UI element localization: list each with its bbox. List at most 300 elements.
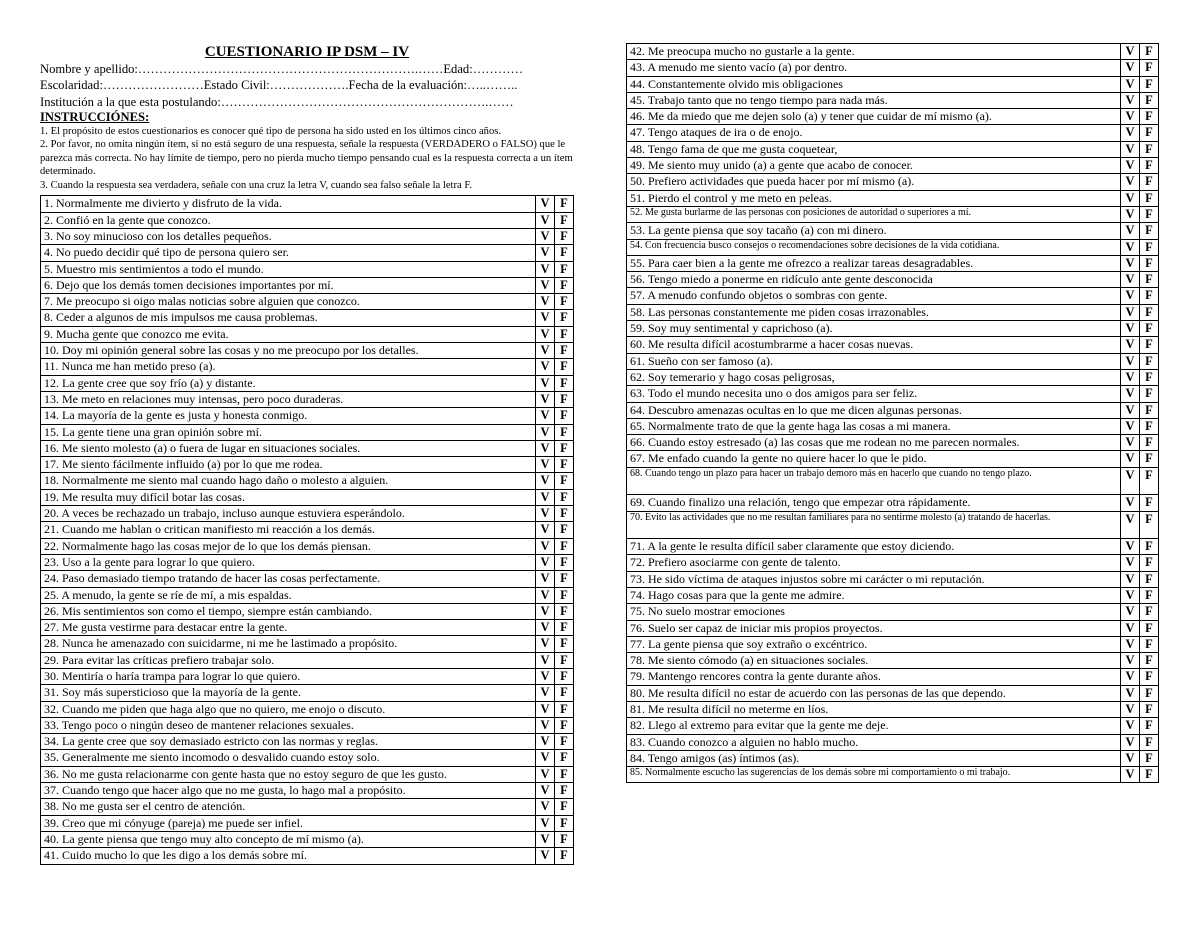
question-row (627, 239, 1159, 255)
question-text: 44. Constantemente olvido mis obligaciones (627, 76, 1121, 92)
false-option[interactable]: F (555, 783, 574, 799)
false-option[interactable]: F (1140, 718, 1159, 734)
false-option[interactable]: F (555, 457, 574, 473)
question-row (627, 718, 1159, 734)
left-column (40, 43, 574, 865)
true-option[interactable]: V (536, 620, 555, 636)
true-option[interactable]: V (536, 375, 555, 391)
false-option[interactable]: F (1140, 653, 1159, 669)
false-option[interactable]: F (555, 196, 574, 212)
question-row (41, 815, 574, 831)
true-option[interactable]: V (536, 750, 555, 766)
question-text: 84. Tengo amigos (as) íntimos (as). (627, 750, 1121, 766)
false-option[interactable]: F (555, 734, 574, 750)
question-text: 80. Me resulta difícil no estar de acuerdo con las personas de las que dependo. (627, 685, 1121, 701)
false-option[interactable]: F (1140, 304, 1159, 320)
question-text: 69. Cuando finalizo una relación, tengo que empezar otra rápidamente. (627, 495, 1121, 511)
false-option[interactable]: F (1140, 386, 1159, 402)
true-option[interactable]: V (536, 848, 555, 864)
false-option[interactable]: F (1140, 92, 1159, 108)
question-text: 66. Cuando estoy estresado (a) las cosas que me rodean no me parecen normales. (627, 435, 1121, 451)
false-option[interactable]: F (555, 685, 574, 701)
false-option[interactable]: F (555, 587, 574, 603)
false-option[interactable]: F (555, 848, 574, 864)
true-option[interactable]: V (1121, 636, 1140, 652)
true-option[interactable]: V (1121, 109, 1140, 125)
question-row (627, 60, 1159, 76)
question-text: 47. Tengo ataques de ira o de enojo. (627, 125, 1121, 141)
question-row (41, 391, 574, 407)
true-option[interactable]: V (1121, 511, 1140, 539)
true-option[interactable]: V (1121, 435, 1140, 451)
true-option[interactable]: V (1121, 272, 1140, 288)
true-option[interactable]: V (536, 457, 555, 473)
true-option[interactable]: V (536, 196, 555, 212)
question-row (627, 141, 1159, 157)
question-text: 12. La gente cree que soy frío (a) y distante. (41, 375, 536, 391)
true-option[interactable]: V (1121, 76, 1140, 92)
question-text: 38. No me gusta ser el centro de atención. (41, 799, 536, 815)
false-option[interactable]: F (555, 440, 574, 456)
false-option[interactable]: F (555, 652, 574, 668)
question-text: 54. Con frecuencia busco consejos o recomendaciones sobre decisiones de la vida cotidiana. (627, 239, 1121, 255)
true-option[interactable]: V (536, 587, 555, 603)
question-row (41, 571, 574, 587)
question-row (41, 424, 574, 440)
question-text: 76. Suelo ser capaz de iniciar mis propios proyectos. (627, 620, 1121, 636)
false-option[interactable]: F (1140, 272, 1159, 288)
false-option[interactable]: F (1140, 44, 1159, 60)
false-option[interactable]: F (1140, 109, 1159, 125)
question-text: 56. Tengo miedo a ponerme en ridículo ante gente desconocida (627, 272, 1121, 288)
question-text: 25. A menudo, la gente se ríe de mí, a mis espaldas. (41, 587, 536, 603)
false-option[interactable]: F (555, 636, 574, 652)
question-row (627, 539, 1159, 555)
false-option[interactable]: F (1140, 321, 1159, 337)
question-text: 18. Normalmente me siento mal cuando hago daño o molesto a alguien. (41, 473, 536, 489)
true-option[interactable]: V (1121, 620, 1140, 636)
question-text: 78. Me siento cómodo (a) en situaciones sociales. (627, 653, 1121, 669)
false-option[interactable]: F (555, 506, 574, 522)
question-row (627, 44, 1159, 60)
question-row (627, 685, 1159, 701)
true-option[interactable]: V (536, 669, 555, 685)
schooling-status-date-line[interactable]: Escolaridad:……………………Estado Civil:……………….Fecha de la evaluación:…..…….. (40, 78, 518, 93)
question-row (41, 717, 574, 733)
false-option[interactable]: F (555, 294, 574, 310)
true-option[interactable]: V (1121, 750, 1140, 766)
false-option[interactable]: F (555, 554, 574, 570)
true-option[interactable]: V (536, 571, 555, 587)
false-option[interactable]: F (555, 277, 574, 293)
question-row (41, 408, 574, 424)
false-option[interactable]: F (555, 212, 574, 228)
instruction-3: 3. Cuando la respuesta sea verdadera, señale con una cruz la letra V, cuando sea falso señale la letra F. (40, 179, 473, 191)
true-option[interactable]: V (1121, 353, 1140, 369)
true-option[interactable]: V (1121, 718, 1140, 734)
question-text: 43. A menudo me siento vacío (a) por dentro. (627, 60, 1121, 76)
true-option[interactable]: V (536, 652, 555, 668)
question-text: 16. Me siento molesto (a) o fuera de lugar en situaciones sociales. (41, 440, 536, 456)
question-row (41, 701, 574, 717)
false-option[interactable]: F (1140, 435, 1159, 451)
true-option[interactable]: V (1121, 653, 1140, 669)
question-row (627, 158, 1159, 174)
question-row (41, 473, 574, 489)
false-option[interactable]: F (555, 701, 574, 717)
true-option[interactable]: V (536, 489, 555, 505)
true-option[interactable]: V (536, 473, 555, 489)
question-text: 6. Dejo que los demás tomen decisiones importantes por mí. (41, 277, 536, 293)
question-row (627, 402, 1159, 418)
question-text: 20. A veces be rechazado un trabajo, incluso aunque estuviera esperándolo. (41, 506, 536, 522)
question-row (41, 310, 574, 326)
true-option[interactable]: V (536, 326, 555, 342)
false-option[interactable]: F (1140, 451, 1159, 467)
true-option[interactable]: V (1121, 418, 1140, 434)
false-option[interactable]: F (1140, 734, 1159, 750)
question-text: 39. Creo que mi cónyuge (pareja) me puede ser infiel. (41, 815, 536, 831)
false-option[interactable]: F (1140, 539, 1159, 555)
question-text: 34. La gente cree que soy demasiado estricto con las normas y reglas. (41, 734, 536, 750)
question-text: 30. Mentiría o haría trampa para lograr lo que quiero. (41, 669, 536, 685)
question-text: 26. Mis sentimientos son como el tiempo, siempre están cambiando. (41, 603, 536, 619)
false-option[interactable]: F (1140, 190, 1159, 206)
true-option[interactable]: V (536, 310, 555, 326)
false-option[interactable]: F (1140, 767, 1159, 783)
question-text: 31. Soy más supersticioso que la mayoría de la gente. (41, 685, 536, 701)
question-text: 29. Para evitar las críticas prefiero trabajar solo. (41, 652, 536, 668)
question-text: 3. No soy minucioso con los detalles pequeños. (41, 228, 536, 244)
question-row (41, 831, 574, 847)
question-row (627, 353, 1159, 369)
name-age-line[interactable]: Nombre y apellido:………………………………………………………….……Edad:………… (40, 62, 524, 76)
question-text: 48. Tengo fama de que me gusta coquetear, (627, 141, 1121, 157)
true-option[interactable]: V (1121, 402, 1140, 418)
false-option[interactable]: F (555, 620, 574, 636)
false-option[interactable]: F (1140, 158, 1159, 174)
false-option[interactable]: F (1140, 467, 1159, 495)
true-option[interactable]: V (536, 506, 555, 522)
false-option[interactable]: F (1140, 206, 1159, 222)
question-text: 63. Todo el mundo necesita uno o dos amigos para ser feliz. (627, 386, 1121, 402)
question-row (41, 343, 574, 359)
question-text: 45. Trabajo tanto que no tengo tiempo para nada más. (627, 92, 1121, 108)
true-option[interactable]: V (536, 294, 555, 310)
false-option[interactable]: F (555, 766, 574, 782)
question-row (627, 620, 1159, 636)
false-option[interactable]: F (555, 571, 574, 587)
question-text: 68. Cuando tengo un plazo para hacer un trabajo demoro más en hacerlo que cuando no tengo plazo. (627, 467, 1121, 495)
question-text: 28. Nunca he amenazado con suicidarme, ni me he lastimado a propósito. (41, 636, 536, 652)
false-option[interactable]: F (1140, 669, 1159, 685)
question-row (41, 587, 574, 603)
false-option[interactable]: F (555, 359, 574, 375)
false-option[interactable]: F (555, 326, 574, 342)
false-option[interactable]: F (1140, 750, 1159, 766)
question-row (41, 261, 574, 277)
question-text: 55. Para caer bien a la gente me ofrezco a realizar tareas desagradables. (627, 255, 1121, 271)
question-row (627, 272, 1159, 288)
question-text: 4. No puedo decidir qué tipo de persona quiero ser. (41, 245, 536, 261)
true-option[interactable]: V (1121, 255, 1140, 271)
false-option[interactable]: F (555, 831, 574, 847)
question-row (627, 555, 1159, 571)
true-option[interactable]: V (1121, 141, 1140, 157)
false-option[interactable]: F (555, 750, 574, 766)
false-option[interactable]: F (555, 522, 574, 538)
false-option[interactable]: F (555, 473, 574, 489)
true-option[interactable]: V (536, 424, 555, 440)
question-text: 75. No suelo mostrar emociones (627, 604, 1121, 620)
question-text: 81. Me resulta difícil no meterme en líos. (627, 701, 1121, 717)
question-row (627, 337, 1159, 353)
question-row (41, 326, 574, 342)
true-option[interactable]: V (1121, 206, 1140, 222)
question-text: 49. Me siento muy unido (a) a gente que acabo de conocer. (627, 158, 1121, 174)
false-option[interactable]: F (1140, 587, 1159, 603)
false-option[interactable]: F (555, 310, 574, 326)
true-option[interactable]: V (536, 212, 555, 228)
question-text: 85. Normalmente escucho las sugerencias de los demás sobre mi comportamiento o mi trabajo. (627, 767, 1121, 783)
false-option[interactable]: F (1140, 60, 1159, 76)
question-row (627, 495, 1159, 511)
true-option[interactable]: V (1121, 288, 1140, 304)
false-option[interactable]: F (1140, 255, 1159, 271)
true-option[interactable]: V (1121, 223, 1140, 239)
question-text: 41. Cuido mucho lo que les digo a los demás sobre mí. (41, 848, 536, 864)
false-option[interactable]: F (1140, 495, 1159, 511)
true-option[interactable]: V (1121, 239, 1140, 255)
false-option[interactable]: F (1140, 141, 1159, 157)
question-row (627, 321, 1159, 337)
true-option[interactable]: V (536, 228, 555, 244)
true-option[interactable]: V (536, 554, 555, 570)
question-row (41, 245, 574, 261)
true-option[interactable]: V (536, 717, 555, 733)
question-text: 42. Me preocupa mucho no gustarle a la gente. (627, 44, 1121, 60)
question-row (41, 294, 574, 310)
false-option[interactable]: F (1140, 685, 1159, 701)
question-text: 5. Muestro mis sentimientos a todo el mundo. (41, 261, 536, 277)
false-option[interactable]: F (555, 228, 574, 244)
true-option[interactable]: V (1121, 44, 1140, 60)
true-option[interactable]: V (536, 522, 555, 538)
true-option[interactable]: V (536, 603, 555, 619)
false-option[interactable]: F (555, 489, 574, 505)
false-option[interactable]: F (1140, 337, 1159, 353)
false-option[interactable]: F (555, 245, 574, 261)
false-option[interactable]: F (555, 391, 574, 407)
true-option[interactable]: V (1121, 495, 1140, 511)
false-option[interactable]: F (555, 799, 574, 815)
question-row (41, 685, 574, 701)
question-row (41, 603, 574, 619)
true-option[interactable]: V (1121, 685, 1140, 701)
true-option[interactable]: V (1121, 767, 1140, 783)
true-option[interactable]: V (1121, 539, 1140, 555)
true-option[interactable]: V (1121, 92, 1140, 108)
true-option[interactable]: V (1121, 190, 1140, 206)
true-option[interactable]: V (1121, 587, 1140, 603)
question-text: 82. Llego al extremo para evitar que la gente me deje. (627, 718, 1121, 734)
false-option[interactable]: F (1140, 555, 1159, 571)
false-option[interactable]: F (555, 603, 574, 619)
true-option[interactable]: V (1121, 451, 1140, 467)
question-row (41, 799, 574, 815)
institution-line[interactable]: Institución a la que esta postulando:……………………………………………………….…… (40, 94, 514, 109)
question-text: 83. Cuando conozco a alguien no hablo mucho. (627, 734, 1121, 750)
question-row (41, 359, 574, 375)
questions-table-right (626, 43, 1159, 783)
false-option[interactable]: F (1140, 604, 1159, 620)
true-option[interactable]: V (536, 685, 555, 701)
question-text: 70. Evito las actividades que no me resultan familiares para no sentirme molesto (a) tratando de hacerlas. (627, 511, 1121, 539)
instruction-2: 2. Por favor, no omita ningún ítem, si no está seguro de una respuesta, señale la respuesta (VERDADERO o FALSO) que le parezca más correcta. No hay límite de tiempo, pero no pierda mucho tiempo pensando cual es la respuesta correcta a un ítem determinado. (40, 139, 573, 178)
false-option[interactable]: F (1140, 636, 1159, 652)
false-option[interactable]: F (555, 261, 574, 277)
true-option[interactable]: V (536, 391, 555, 407)
false-option[interactable]: F (1140, 76, 1159, 92)
true-option[interactable]: V (536, 408, 555, 424)
question-text: 59. Soy muy sentimental y caprichoso (a). (627, 321, 1121, 337)
false-option[interactable]: F (555, 538, 574, 554)
question-row (41, 848, 574, 864)
question-row (627, 767, 1159, 783)
questions-table-left (40, 195, 574, 864)
true-option[interactable]: V (536, 783, 555, 799)
false-option[interactable]: F (1140, 418, 1159, 434)
true-option[interactable]: V (1121, 125, 1140, 141)
false-option[interactable]: F (1140, 223, 1159, 239)
question-text: 8. Ceder a algunos de mis impulsos me causa problemas. (41, 310, 536, 326)
question-text: 79. Mantengo rencores contra la gente durante años. (627, 669, 1121, 685)
question-row (627, 125, 1159, 141)
question-text: 37. Cuando tengo que hacer algo que no me gusta, lo hago mal a propósito. (41, 783, 536, 799)
false-option[interactable]: F (1140, 571, 1159, 587)
question-row (627, 76, 1159, 92)
true-option[interactable]: V (1121, 555, 1140, 571)
true-option[interactable]: V (1121, 337, 1140, 353)
question-text: 62. Soy temerario y hago cosas peligrosas, (627, 369, 1121, 385)
true-option[interactable]: V (1121, 386, 1140, 402)
question-row (41, 489, 574, 505)
true-option[interactable]: V (1121, 701, 1140, 717)
true-option[interactable]: V (536, 261, 555, 277)
question-row (627, 435, 1159, 451)
instruction-1: 1. El propósito de estos cuestionarios es conocer qué tipo de persona ha sido usted en los últimos cinco años. (40, 125, 502, 137)
question-row (41, 440, 574, 456)
question-row (41, 554, 574, 570)
true-option[interactable]: V (536, 245, 555, 261)
question-row (41, 196, 574, 212)
false-option[interactable]: F (555, 424, 574, 440)
question-text: 35. Generalmente me siento incomodo o desvalido cuando estoy solo. (41, 750, 536, 766)
false-option[interactable]: F (1140, 620, 1159, 636)
false-option[interactable]: F (1140, 174, 1159, 190)
true-option[interactable]: V (536, 701, 555, 717)
question-text: 32. Cuando me piden que haga algo que no quiero, me enojo o discuto. (41, 701, 536, 717)
true-option[interactable]: V (1121, 158, 1140, 174)
true-option[interactable]: V (1121, 321, 1140, 337)
question-row (627, 109, 1159, 125)
question-row (627, 369, 1159, 385)
false-option[interactable]: F (1140, 125, 1159, 141)
question-row (627, 750, 1159, 766)
false-option[interactable]: F (555, 408, 574, 424)
true-option[interactable]: V (536, 799, 555, 815)
question-row (627, 174, 1159, 190)
question-row (627, 571, 1159, 587)
question-row (627, 223, 1159, 239)
question-text: 61. Sueño con ser famoso (a). (627, 353, 1121, 369)
question-row (627, 255, 1159, 271)
true-option[interactable]: V (1121, 174, 1140, 190)
false-option[interactable]: F (1140, 353, 1159, 369)
instructions-heading: INSTRUCCIÓNES: (40, 109, 150, 124)
true-option[interactable]: V (536, 277, 555, 293)
question-text: 2. Confió en la gente que conozco. (41, 212, 536, 228)
true-option[interactable]: V (1121, 369, 1140, 385)
question-text: 23. Uso a la gente para lograr lo que quiero. (41, 554, 536, 570)
false-option[interactable]: F (555, 717, 574, 733)
false-option[interactable]: F (555, 343, 574, 359)
true-option[interactable]: V (1121, 734, 1140, 750)
question-text: 24. Paso demasiado tiempo tratando de hacer las cosas perfectamente. (41, 571, 536, 587)
question-row (41, 522, 574, 538)
true-option[interactable]: V (536, 359, 555, 375)
false-option[interactable]: F (555, 375, 574, 391)
false-option[interactable]: F (1140, 369, 1159, 385)
question-row (627, 288, 1159, 304)
question-row (41, 766, 574, 782)
true-option[interactable]: V (536, 440, 555, 456)
true-option[interactable]: V (1121, 467, 1140, 495)
false-option[interactable]: F (1140, 402, 1159, 418)
true-option[interactable]: V (1121, 60, 1140, 76)
question-text: 74. Hago cosas para que la gente me admire. (627, 587, 1121, 603)
question-row (627, 304, 1159, 320)
true-option[interactable]: V (1121, 669, 1140, 685)
true-option[interactable]: V (536, 831, 555, 847)
false-option[interactable]: F (1140, 701, 1159, 717)
false-option[interactable]: F (555, 669, 574, 685)
false-option[interactable]: F (1140, 511, 1159, 539)
question-row (627, 636, 1159, 652)
true-option[interactable]: V (536, 636, 555, 652)
question-text: 73. He sido víctima de ataques injustos sobre mi carácter o mi reputación. (627, 571, 1121, 587)
true-option[interactable]: V (1121, 571, 1140, 587)
question-text: 13. Me meto en relaciones muy intensas, pero poco duraderas. (41, 391, 536, 407)
true-option[interactable]: V (536, 734, 555, 750)
true-option[interactable]: V (536, 538, 555, 554)
false-option[interactable]: F (555, 815, 574, 831)
question-row (41, 783, 574, 799)
question-row (41, 212, 574, 228)
false-option[interactable]: F (1140, 239, 1159, 255)
true-option[interactable]: V (1121, 304, 1140, 320)
question-row (627, 418, 1159, 434)
question-text: 72. Prefiero asociarme con gente de talento. (627, 555, 1121, 571)
true-option[interactable]: V (536, 766, 555, 782)
true-option[interactable]: V (536, 815, 555, 831)
false-option[interactable]: F (1140, 288, 1159, 304)
true-option[interactable]: V (536, 343, 555, 359)
question-row (41, 457, 574, 473)
question-row (627, 511, 1159, 539)
true-option[interactable]: V (1121, 604, 1140, 620)
question-row (41, 652, 574, 668)
